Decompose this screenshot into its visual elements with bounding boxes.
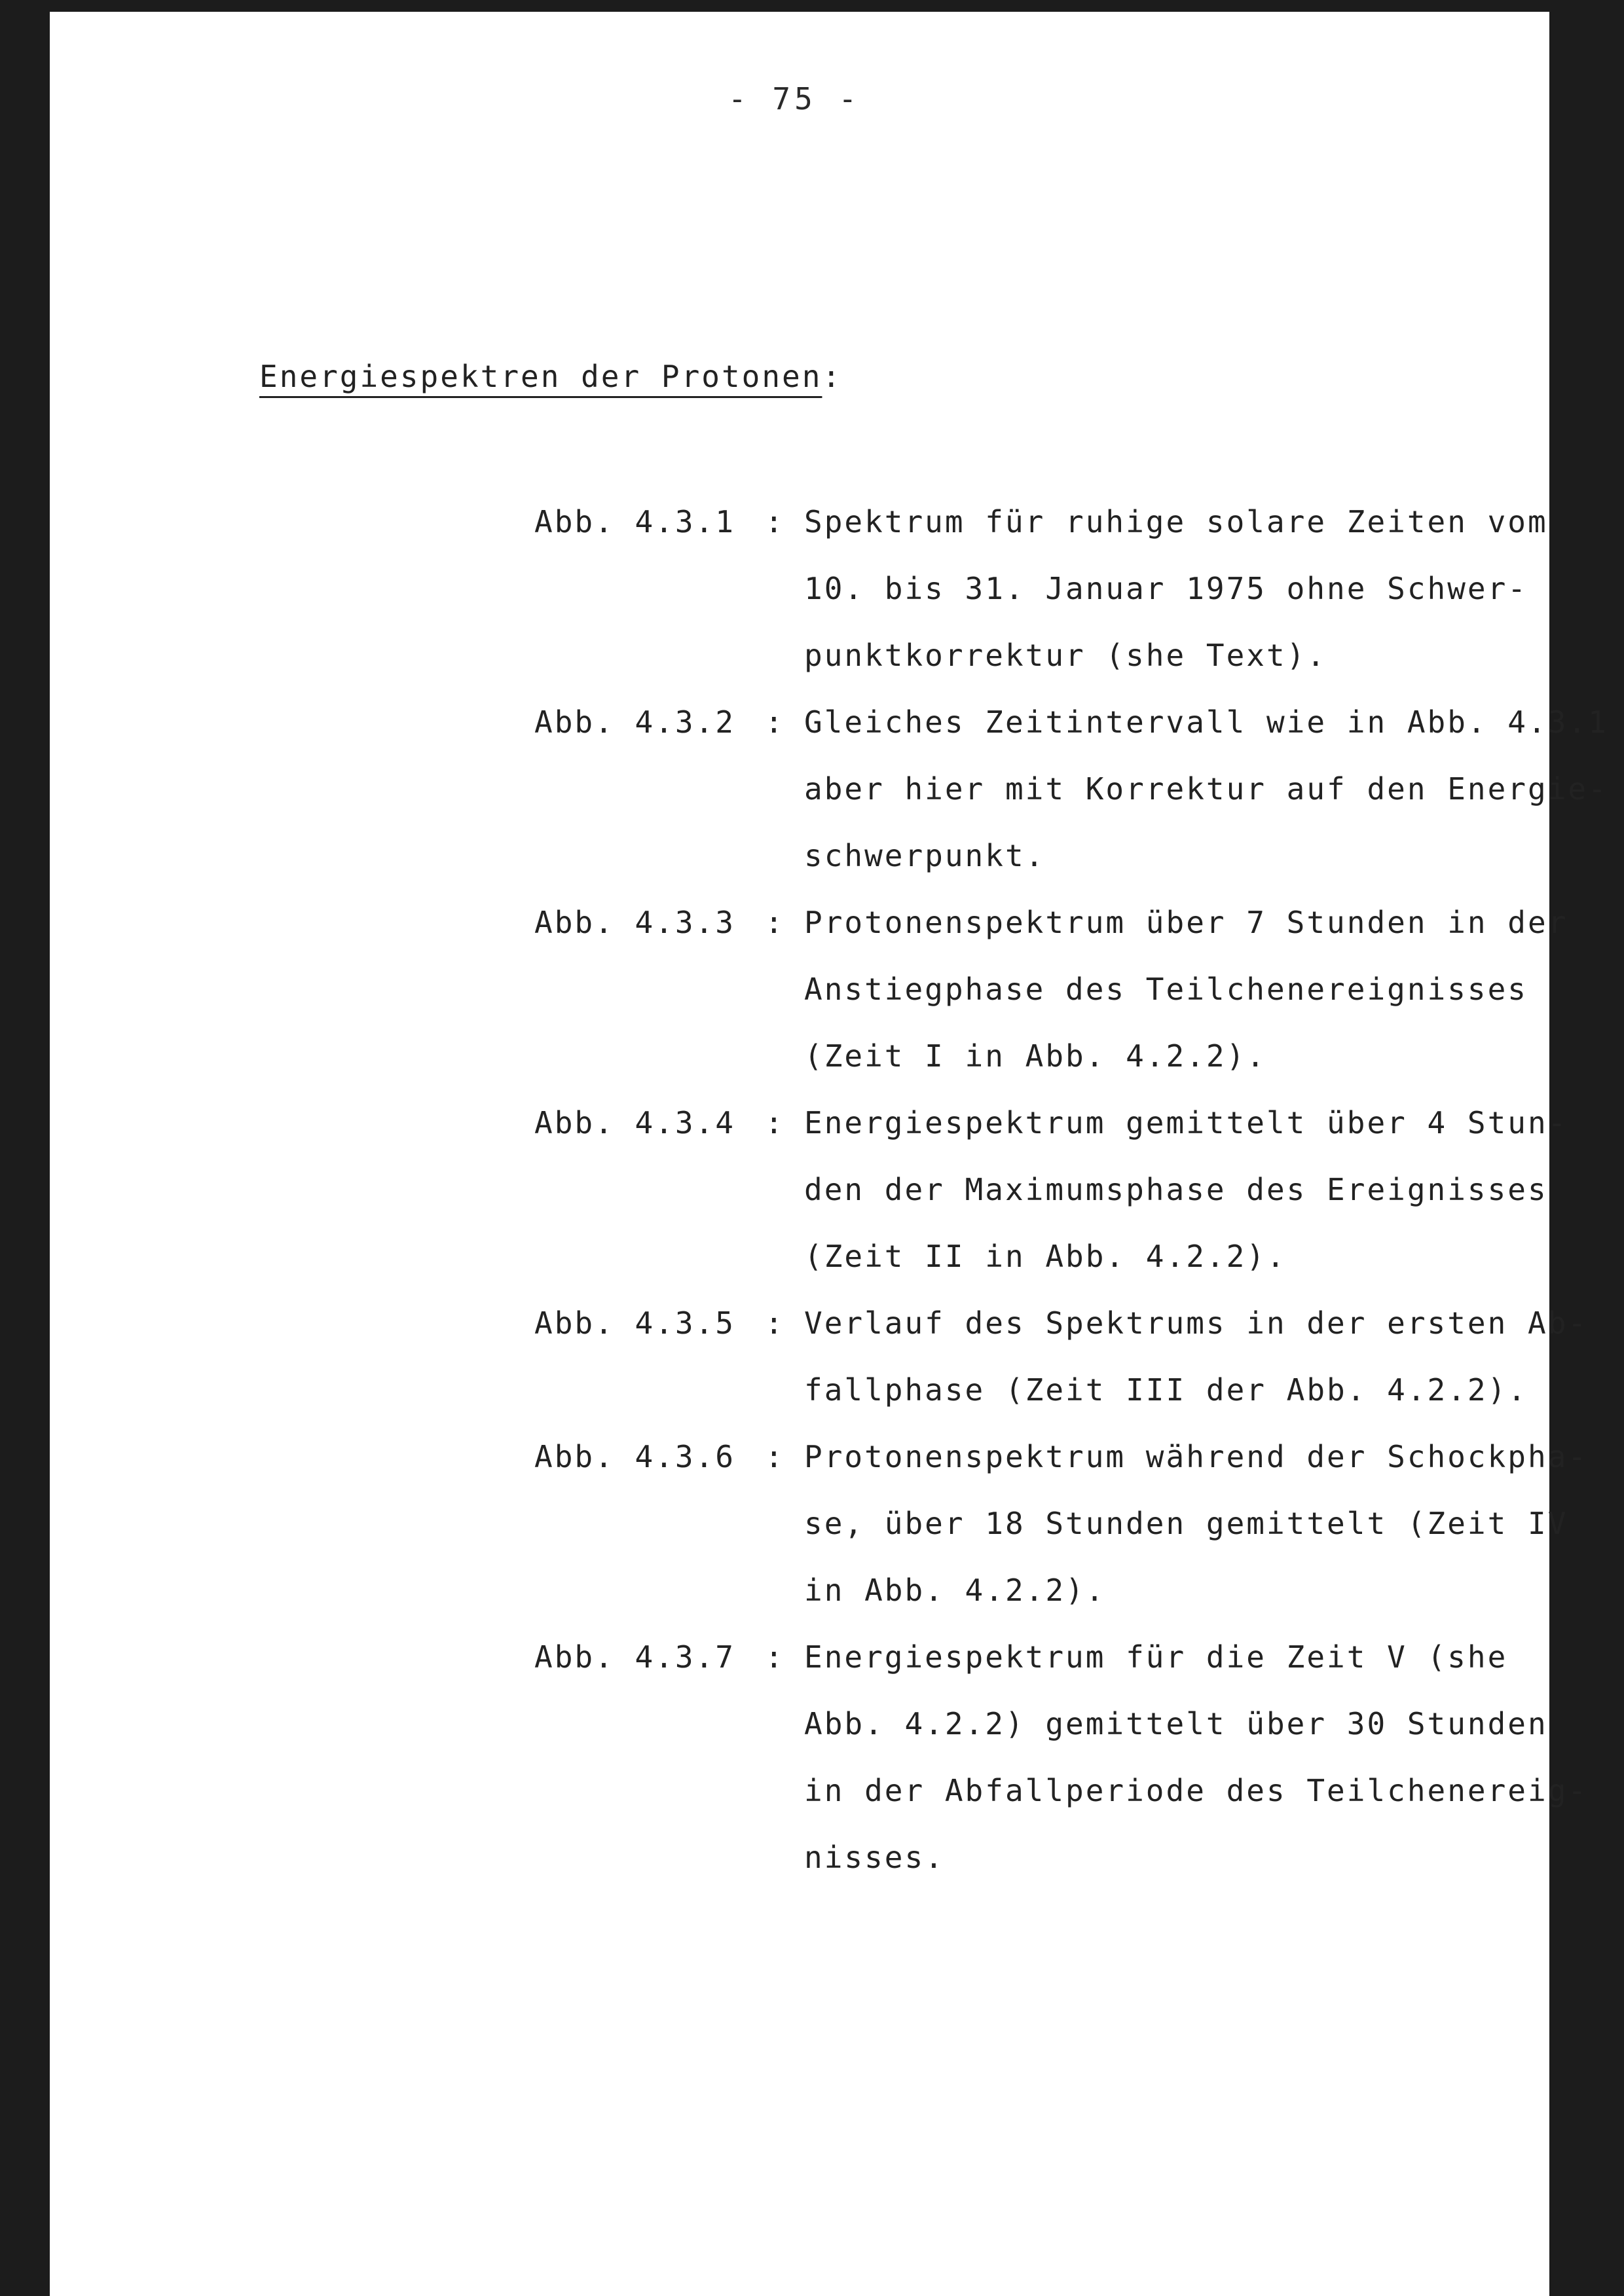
- figure-caption-entry: [534, 1624, 1590, 1891]
- figure-description-line: nisses.: [804, 1840, 945, 1875]
- figure-description-line: Energiespektrum für die Zeit V (she: [804, 1639, 1508, 1675]
- figure-label: Abb. 4.3.5: [534, 1305, 735, 1341]
- figure-caption-list: [534, 488, 1608, 1891]
- section-heading-text: Energiespektren der Protonen: [259, 359, 822, 394]
- section-heading: [259, 359, 842, 394]
- figure-description: [804, 889, 1590, 1089]
- section-heading-colon: :: [822, 359, 843, 394]
- figure-description-line: in der Abfallperiode des Teilchenereig-: [804, 1773, 1589, 1808]
- caption-separator: :: [765, 504, 785, 539]
- figure-description-line: Gleiches Zeitintervall wie in Abb. 4.3.1: [804, 704, 1608, 740]
- figure-caption-entry: [534, 1290, 1590, 1423]
- figure-description-line: Spektrum für ruhige solare Zeiten vom: [804, 504, 1548, 539]
- caption-separator: :: [765, 1639, 785, 1675]
- page-number: - 75 -: [728, 81, 861, 117]
- figure-description-line: Protonenspektrum über 7 Stunden in der: [804, 905, 1568, 940]
- caption-separator: :: [765, 1105, 785, 1140]
- caption-separator: :: [765, 1305, 785, 1341]
- figure-label: Abb. 4.3.7: [534, 1639, 735, 1675]
- figure-caption-entry: [534, 689, 1608, 889]
- caption-separator: :: [765, 1439, 785, 1474]
- figure-description-line: fallphase (Zeit III der Abb. 4.2.2).: [804, 1372, 1528, 1408]
- figure-description-line: Abb. 4.2.2) gemittelt über 30 Stunden: [804, 1706, 1548, 1741]
- figure-description-line: 10. bis 31. Januar 1975 ohne Schwer-: [804, 571, 1528, 606]
- figure-description: [804, 488, 1590, 689]
- figure-description-line: (Zeit II in Abb. 4.2.2).: [804, 1239, 1287, 1274]
- figure-caption-entry: [534, 488, 1590, 689]
- document-page: [50, 12, 1608, 2296]
- figure-description-line: in Abb. 4.2.2).: [804, 1573, 1106, 1608]
- figure-caption-entry: [534, 889, 1590, 1089]
- figure-description-line: den der Maximumsphase des Ereignisses: [804, 1172, 1548, 1207]
- figure-description: [804, 1290, 1590, 1423]
- figure-label: Abb. 4.3.6: [534, 1439, 735, 1474]
- figure-description-line: (Zeit I in Abb. 4.2.2).: [804, 1038, 1266, 1074]
- figure-label: Abb. 4.3.3: [534, 905, 735, 940]
- figure-description: [804, 689, 1608, 889]
- figure-description-line: aber hier mit Korrektur auf den Energie-: [804, 771, 1608, 807]
- figure-description: [804, 1089, 1590, 1290]
- figure-description-line: schwerpunkt.: [804, 838, 1046, 873]
- figure-description: [804, 1624, 1590, 1891]
- figure-label: Abb. 4.3.4: [534, 1105, 735, 1140]
- figure-description: [804, 1423, 1590, 1624]
- figure-description-line: Verlauf des Spektrums in der ersten Ab-: [804, 1305, 1589, 1341]
- figure-description-line: se, über 18 Stunden gemittelt (Zeit IV: [804, 1506, 1568, 1541]
- caption-separator: :: [765, 704, 785, 740]
- figure-label: Abb. 4.3.1: [534, 504, 735, 539]
- figure-description-line: punktkorrektur (she Text).: [804, 638, 1327, 673]
- figure-description-line: Protonenspektrum während der Schockpha-: [804, 1439, 1589, 1474]
- figure-caption-entry: [534, 1423, 1590, 1624]
- figure-description-line: Anstiegphase des Teilchenereignisses: [804, 972, 1528, 1007]
- figure-caption-entry: [534, 1089, 1590, 1290]
- figure-label: Abb. 4.3.2: [534, 704, 735, 740]
- figure-description-line: Energiespektrum gemittelt über 4 Stun-: [804, 1105, 1568, 1140]
- caption-separator: :: [765, 905, 785, 940]
